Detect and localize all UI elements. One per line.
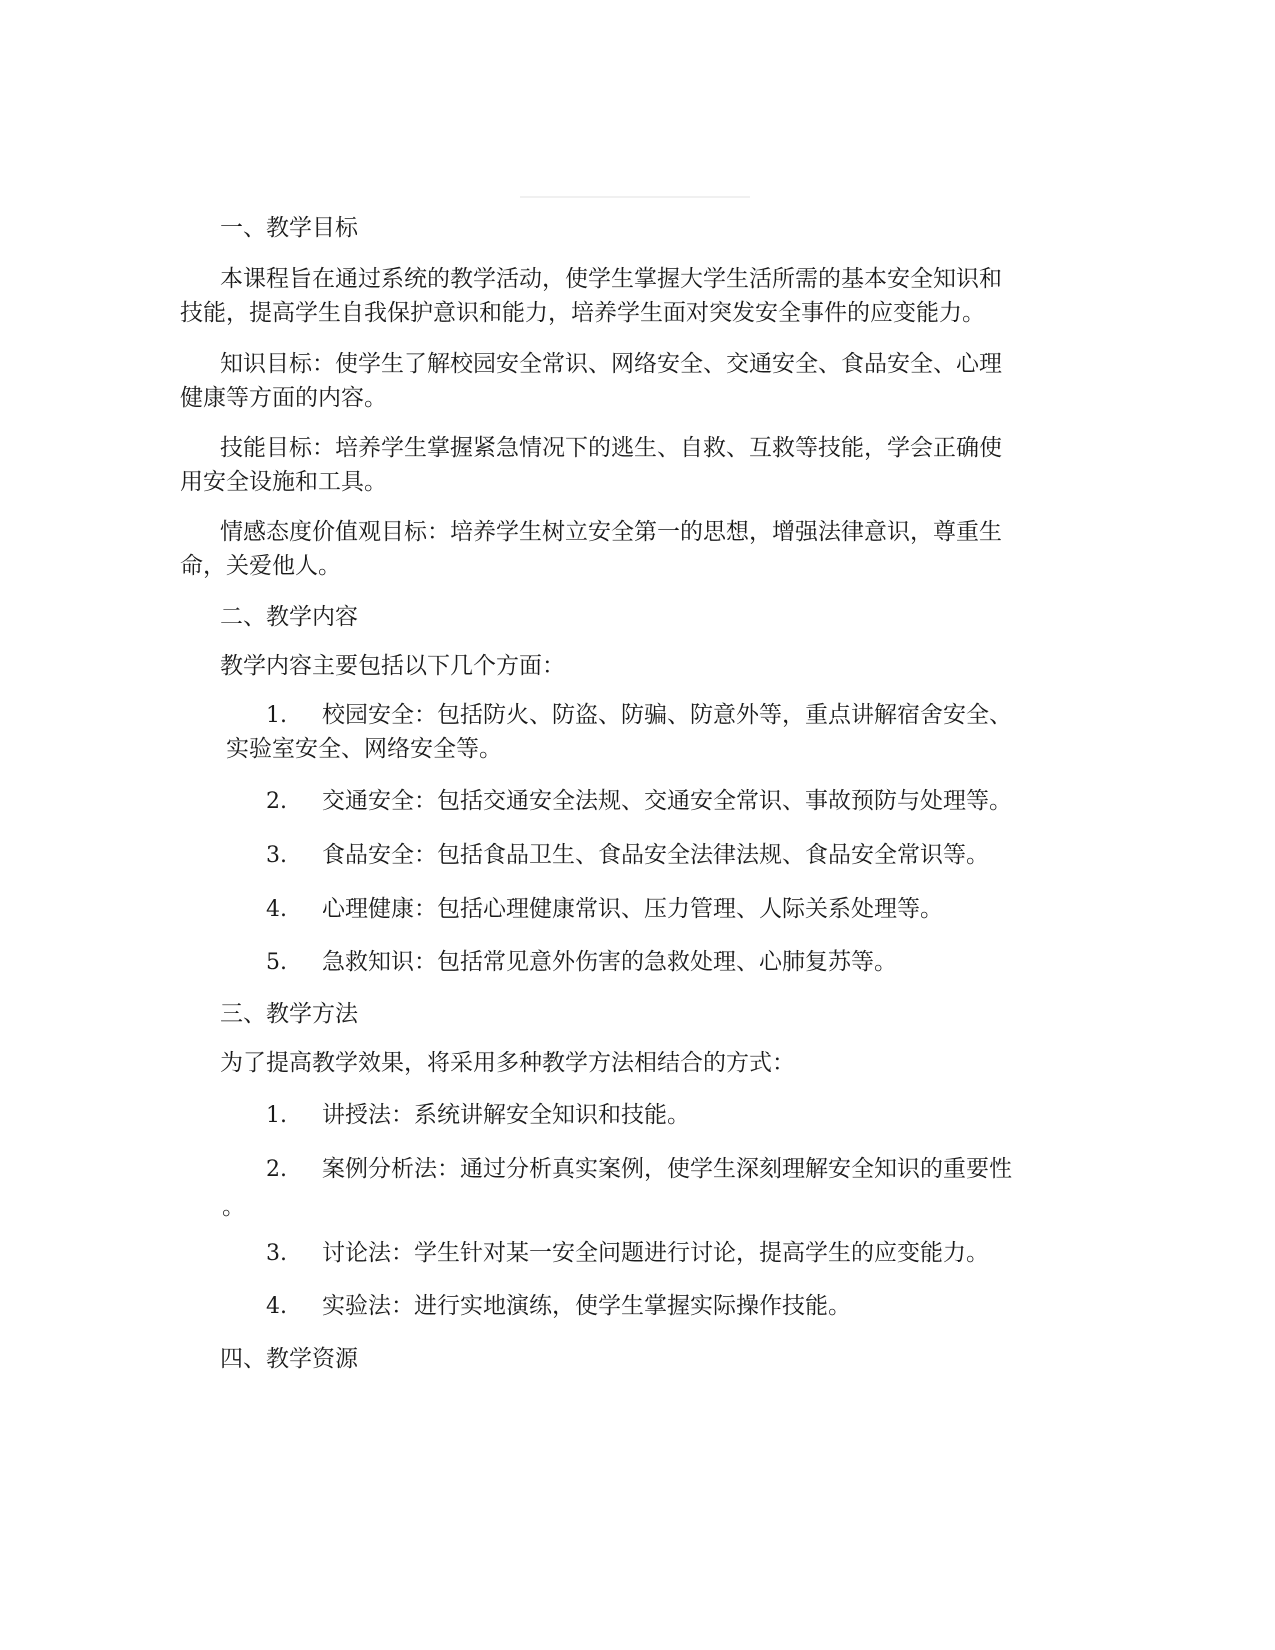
skills-objective-line-1: 技能目标：培养学生掌握紧急情况下的逃生、自救、互救等技能，学会正确使: [220, 435, 1002, 461]
content-item-5-number: 5.: [266, 950, 287, 975]
knowledge-objective-line-1: 知识目标：使学生了解校园安全常识、网络安全、交通安全、食品安全、心理: [220, 351, 1002, 377]
content-item-3-number: 3.: [266, 843, 287, 868]
method-item-3-text: 讨论法：学生针对某一安全问题进行讨论，提高学生的应变能力。: [322, 1240, 989, 1266]
attitude-objective-line-2: 命，关爱他人。: [180, 553, 341, 579]
content-item-4-number: 4.: [266, 897, 287, 922]
methods-intro: 为了提高教学效果，将采用多种教学方法相结合的方式：: [220, 1050, 795, 1076]
content-intro: 教学内容主要包括以下几个方面：: [220, 653, 565, 679]
content-item-2-number: 2.: [266, 789, 287, 814]
method-item-4-number: 4.: [266, 1294, 287, 1319]
content-item-5-text: 急救知识：包括常见意外伤害的急救处理、心肺复苏等。: [322, 949, 897, 975]
skills-objective-line-2: 用安全设施和工具。: [180, 469, 387, 495]
content-item-3-text: 食品安全：包括食品卫生、食品安全法律法规、食品安全常识等。: [322, 842, 989, 868]
content-item-4-text: 心理健康：包括心理健康常识、压力管理、人际关系处理等。: [322, 896, 943, 922]
objectives-intro-line-1: 本课程旨在通过系统的教学活动，使学生掌握大学生活所需的基本安全知识和: [220, 266, 1002, 292]
attitude-objective-line-1: 情感态度价值观目标：培养学生树立安全第一的思想，增强法律意识，尊重生: [220, 519, 1002, 545]
objectives-intro-line-2: 技能，提高学生自我保护意识和能力，培养学生面对突发安全事件的应变能力。: [180, 300, 985, 326]
section-heading-objectives: 一、教学目标: [220, 215, 358, 241]
method-item-4-text: 实验法：进行实地演练，使学生掌握实际操作技能。: [322, 1293, 851, 1319]
section-heading-methods: 三、教学方法: [220, 1001, 358, 1027]
method-item-2-line-1: 案例分析法：通过分析真实案例，使学生深刻理解安全知识的重要性: [322, 1156, 1012, 1182]
content-item-2-text: 交通安全：包括交通安全法规、交通安全常识、事故预防与处理等。: [322, 788, 1012, 814]
content-item-1-number: 1.: [266, 703, 287, 728]
section-heading-resources: 四、教学资源: [220, 1346, 358, 1372]
content-item-1-line-2: 实验室安全、网络安全等。: [226, 736, 502, 762]
method-item-1-text: 讲授法：系统讲解安全知识和技能。: [322, 1102, 690, 1128]
header-rule: [520, 196, 750, 198]
method-item-2-number: 2.: [266, 1157, 287, 1182]
method-item-2-line-2: 。: [222, 1194, 245, 1220]
content-item-1-line-1: 校园安全：包括防火、防盗、防骗、防意外等，重点讲解宿舍安全、: [322, 702, 1012, 728]
method-item-1-number: 1.: [266, 1103, 287, 1128]
method-item-3-number: 3.: [266, 1241, 287, 1266]
knowledge-objective-line-2: 健康等方面的内容。: [180, 385, 387, 411]
section-heading-content: 二、教学内容: [220, 604, 358, 630]
